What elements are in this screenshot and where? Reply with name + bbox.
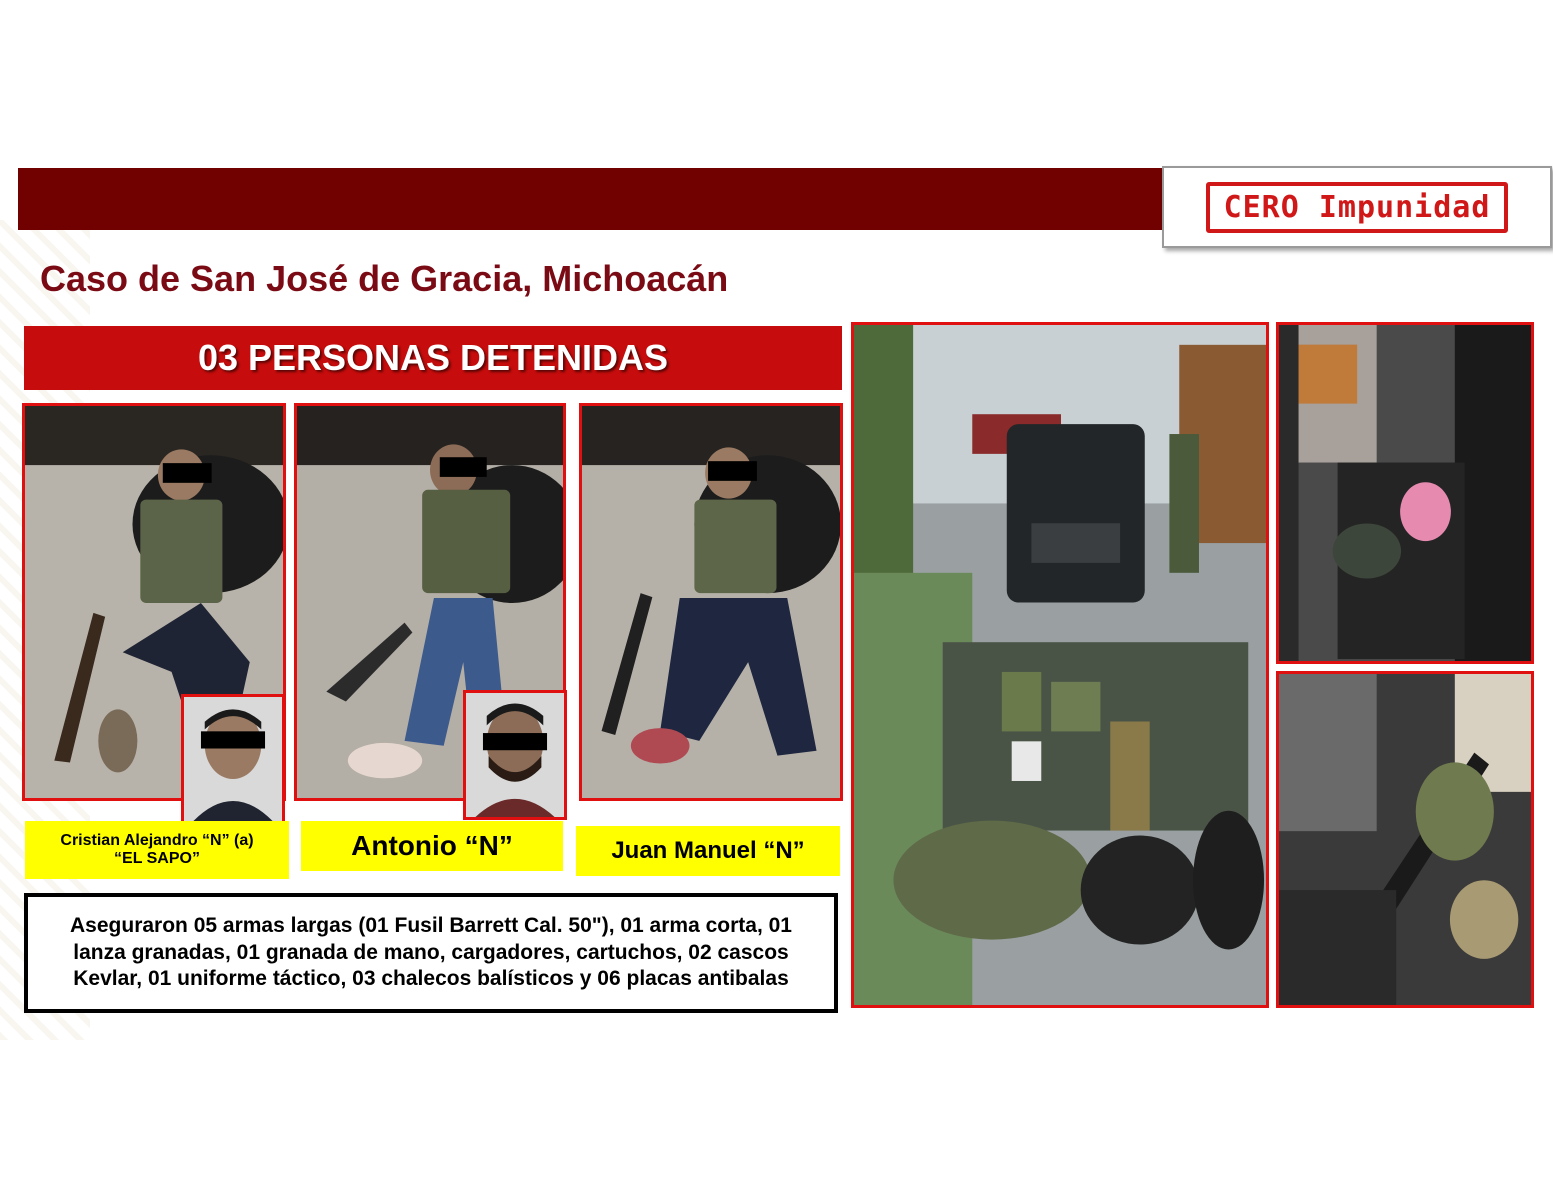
detainee-2-name: Antonio “N” — [351, 829, 513, 861]
detainee-1-name: Cristian Alejandro “N” (a) — [60, 832, 254, 850]
seized-items-scene-photo — [851, 322, 1269, 1008]
top-color-band — [18, 168, 1168, 230]
logo-stamp-text: CERO Impunidad — [1206, 182, 1509, 233]
seized-items-box — [24, 893, 838, 1013]
vehicle-interior-photo-2 — [1276, 671, 1534, 1008]
detainee-1-name-label — [25, 821, 289, 879]
detainee-1-alias: “EL SAPO” — [114, 850, 200, 867]
detainees-banner: 03 PERSONAS DETENIDAS — [24, 326, 842, 390]
detainee-3-photo — [579, 403, 843, 801]
detainee-3-name: Juan Manuel “N” — [611, 836, 805, 864]
slide — [0, 160, 1553, 1040]
vehicle-interior-photo-1 — [1276, 322, 1534, 664]
detainee-2-name-label — [301, 821, 563, 871]
seized-items-text: Aseguraron 05 armas largas (01 Fusil Barrett Cal. 50"), 01 arma corta, 01 lanza granadas, 01 granada de mano, cargadores, cartuchos, 02 cascos Kevlar, 01 uniforme táctico, 03 chalecos balísticos y 06 placas antibalas — [70, 913, 792, 991]
cero-impunidad-logo — [1162, 166, 1552, 248]
detainee-1-mugshot — [181, 694, 285, 824]
detainee-2-mugshot — [463, 690, 567, 820]
detainee-3-name-label — [576, 826, 840, 876]
case-title: Caso de San José de Gracia, Michoacán — [40, 258, 729, 299]
